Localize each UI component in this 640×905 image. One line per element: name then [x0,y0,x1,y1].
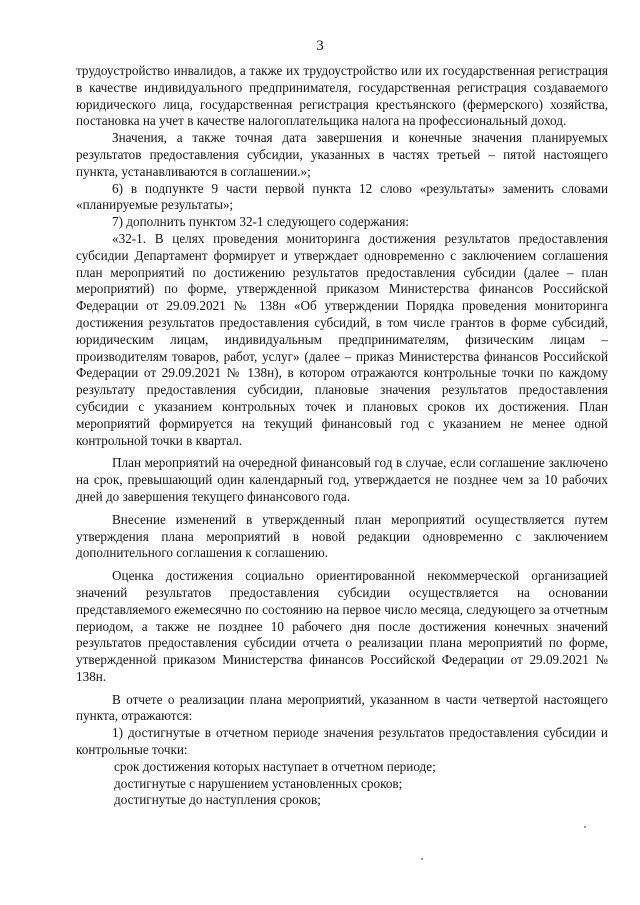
list-item: достигнутые с нарушением установленных сроков; [114,775,403,791]
paragraph: 7) дополнить пунктом 32-1 следующего содержания: [112,214,410,230]
paragraph: План мероприятий на очередной финансовый год в случае, если соглашение заключено на срок, превышающий один календарный год, утверждается не позднее чем за 10 рабочих дней до завершения текущего финансового года. [76,455,608,504]
list-item: срок достижения которых наступает в отчетном периоде; [114,758,436,774]
page-number: 3 [316,38,324,54]
paragraph: 6) в подпункте 9 части первой пункта 12 слово «результаты» заменить словами «планируемые результаты»; [76,180,608,213]
paragraph: Внесение изменений в утвержденный план мероприятий осуществляется путем утверждения плана мероприятий в новой редакции одновременно с заключением дополнительного соглашения к соглашению. [76,511,608,561]
scan-speck [584,826,586,828]
list-item: достигнутые до наступления сроков; [114,792,321,808]
scan-speck [421,858,423,860]
paragraph: 1) достигнутые в отчетном периоде значения результатов предоставления субсидии и контрольные точки: [76,725,608,758]
paragraph: трудоустройство инвалидов, а также их трудоустройство или их государственная регистрация в качестве индивидуального предпринимателя, государственная регистрация создаваемого юридического лица, государственная регистрация крестьянского (фермерского) хозяйства, постановка на учет в качестве налогоплательщика налога на профессиональный доход. [76,63,608,129]
paragraph: Оценка достижения социально ориентированной некоммерческой организацией значений результатов предоставления субсидии осуществляется на основании представляемого ежемесячно по состоянию на первое число месяца, следующего за отчетным периодом, а также не позднее 10 рабочего дня после достижения конечных значений результатов предоставления субсидии отчета о реализации плана мероприятий по форме, утвержденной приказом Министерства финансов Российской Федерации от 29.09.2021 № 138н. [76,568,608,684]
paragraph: В отчете о реализации плана мероприятий, указанном в части четвертой настоящего пункта, отражаются: [76,691,608,724]
paragraph: Значения, а также точная дата завершения и конечные значения планируемых результатов предоставления субсидии, указанных в частях третьей – пятой настоящего пункта, устанавливаются в соглашении.»; [76,130,608,179]
document-body [76,63,608,809]
paragraph: «32-1. В целях проведения мониторинга достижения результатов предоставления субсидии Департамент формирует и утверждает одновременно с заключением соглашения план мероприятий по достижению результатов предоставления субсидии (далее – план мероприятий) по форме, утвержденной приказом Министерства финансов Российской Федерации от 29.09.2021 № 138н «Об утверждении Порядка проведения мониторинга достижения результатов предоставления субсидий, в том числе грантов в форме субсидий, юридическим лицам, индивидуальным предпринимателям, физическим лицам – производителям товаров, работ, услуг» (далее – приказ Министерства финансов Российской Федерации от 29.09.2021 № 138н), в котором отражаются контрольные точки по каждому результату предоставления субсидии, плановые значения результатов предоставления субсидии с указанием контрольных точек и плановых сроков их достижения. План мероприятий формируется на текущий финансовый год с указанием не менее одной контрольной точки в квартал. [76,230,608,448]
